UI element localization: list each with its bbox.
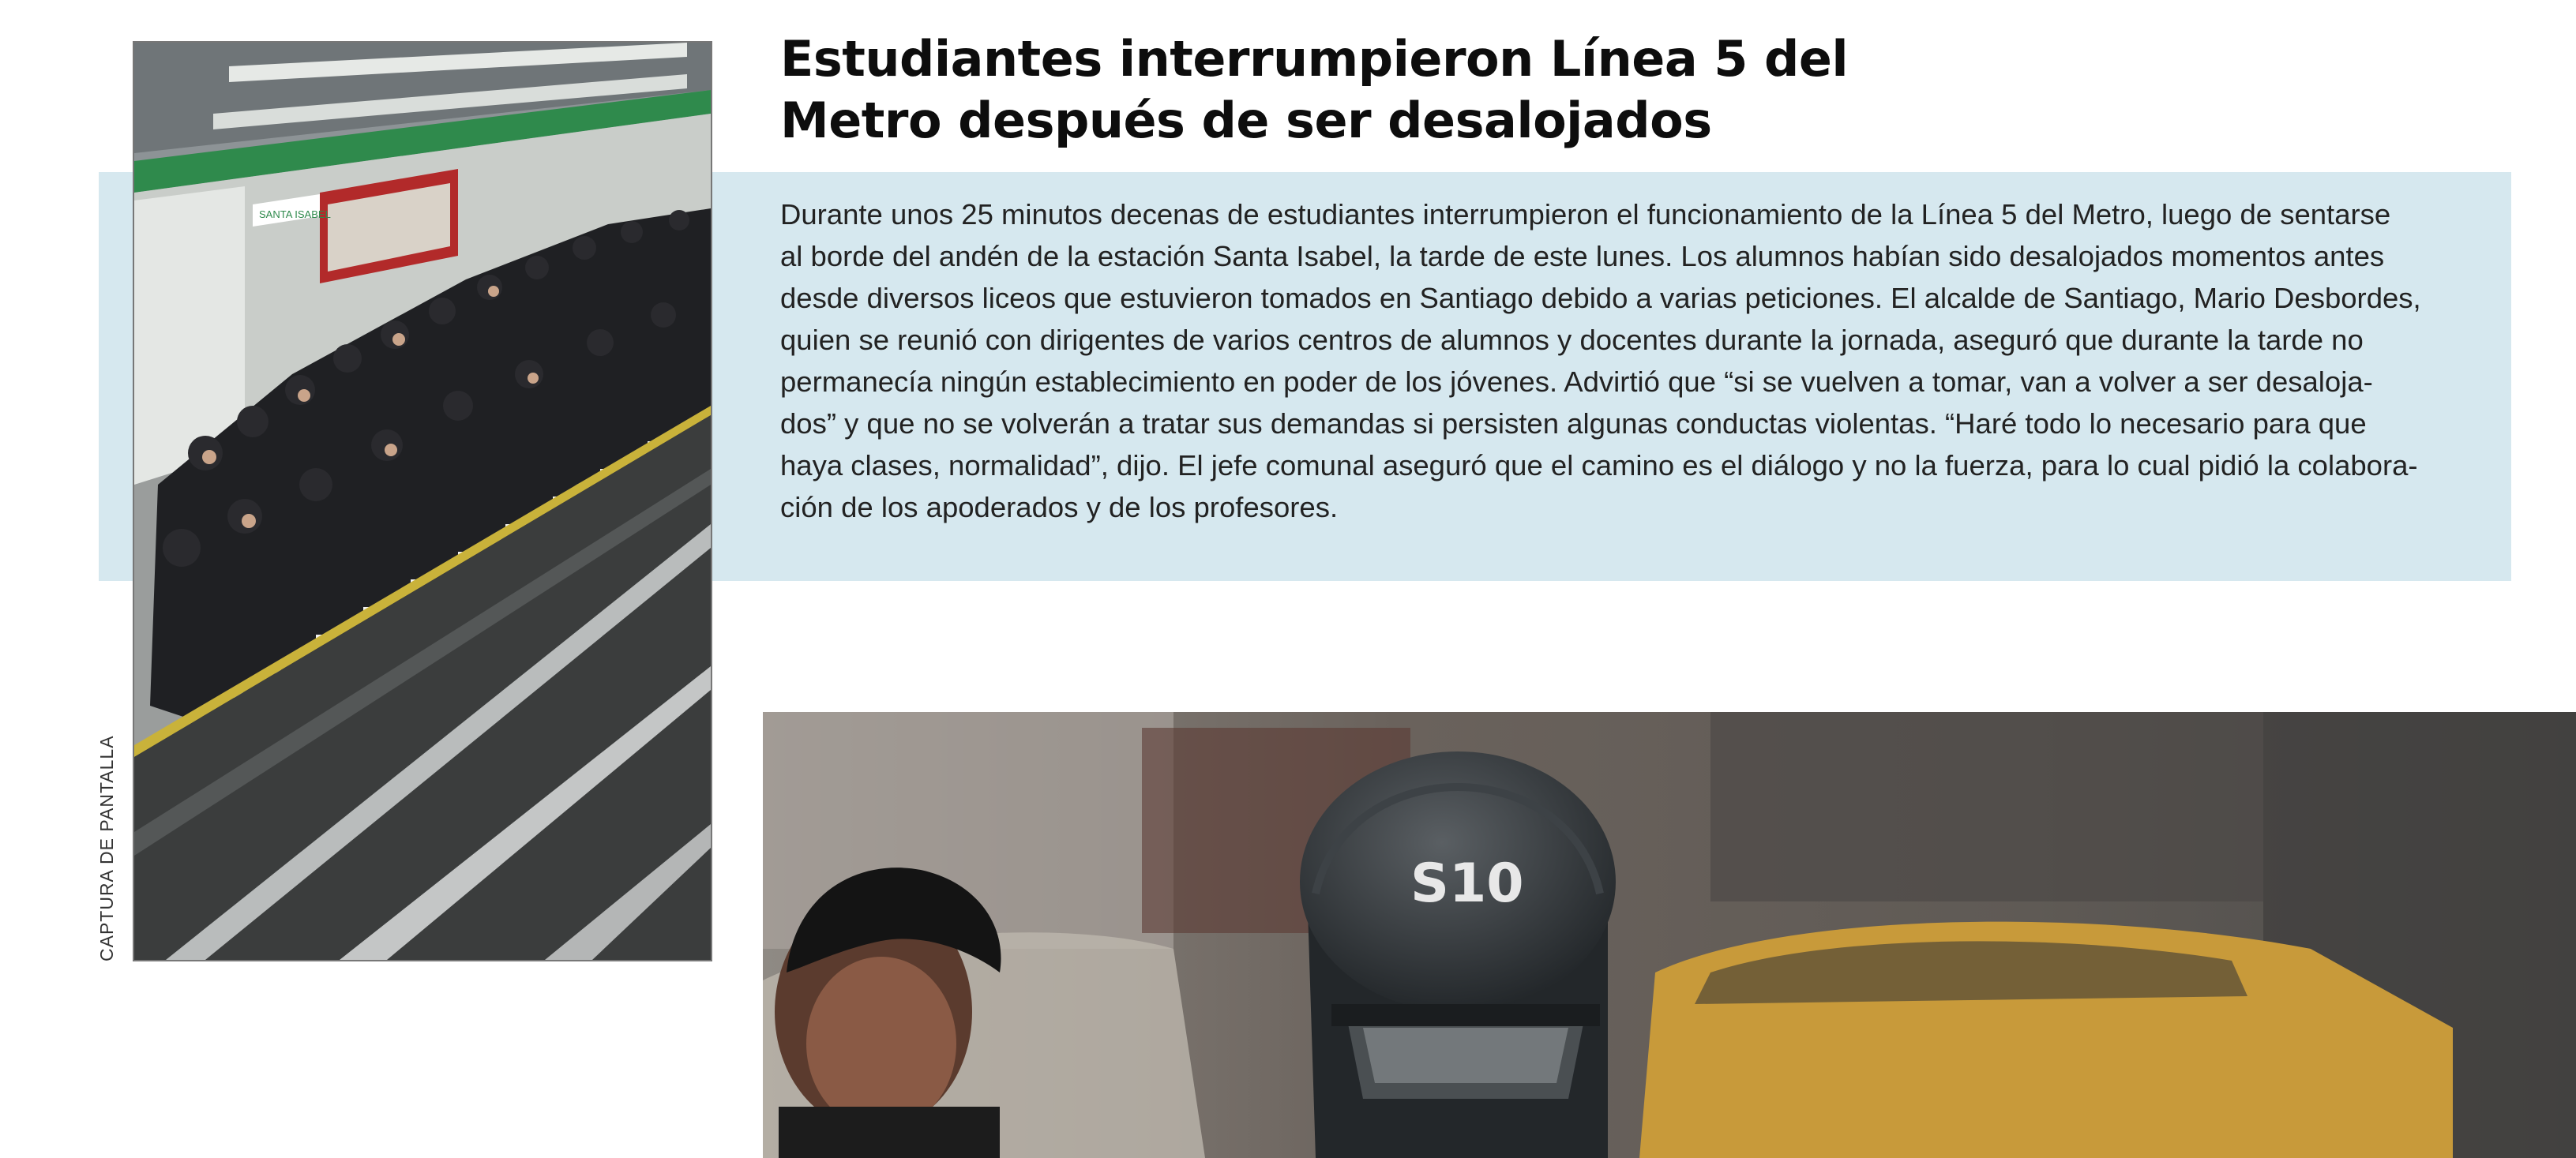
headline-line-1: Estudiantes interrumpieron Línea 5 del (780, 30, 1849, 88)
riot-police-photo (763, 712, 2576, 1158)
body-line: quien se reunió con dirigentes de varios centros de alumnos y docentes durante la jornada, aseguró que durante la tarde no (780, 324, 2364, 356)
headline-line-2: Metro después de ser desalojados (780, 92, 1712, 149)
svg-text:SANTA ISABEL: SANTA ISABEL (259, 208, 331, 220)
svg-text:S10: S10 (1410, 853, 1524, 915)
body-line: al borde del andén de la estación Santa Isabel, la tarde de este lunes. Los alumnos habían sido desalojados momentos antes (780, 240, 2385, 272)
body-line: Durante unos 25 minutos decenas de estudiantes interrumpieron el funcionamiento de la Línea 5 del Metro, luego de sentarse (780, 198, 2391, 230)
body-line: ción de los apoderados y de los profesores. (780, 491, 1339, 523)
body-line: haya clases, normalidad”, dijo. El jefe comunal aseguró que el camino es el diálogo y no la fuerza, para lo cual pidió la colabora- (780, 449, 2418, 482)
riot-helmet (1300, 751, 1616, 1158)
body-line: dos” y que no se volverán a tratar sus demandas si persisten algunas conductas violentas. “Haré todo lo necesario para que (780, 407, 2367, 440)
metro-platform-photo (133, 41, 712, 961)
body-line: desde diversos liceos que estuvieron tomados en Santiago debido a varias peticiones. El alcalde de Santiago, Mario Desbordes, (780, 282, 2421, 314)
photo-credit: CAPTURA DE PANTALLA (96, 735, 117, 961)
body-line: permanecía ningún establecimiento en poder de los jóvenes. Advirtió que “si se vuelven a tomar, van a volver a ser desaloja- (780, 365, 2373, 398)
article-headline (780, 28, 1965, 152)
article-body (780, 193, 2431, 528)
